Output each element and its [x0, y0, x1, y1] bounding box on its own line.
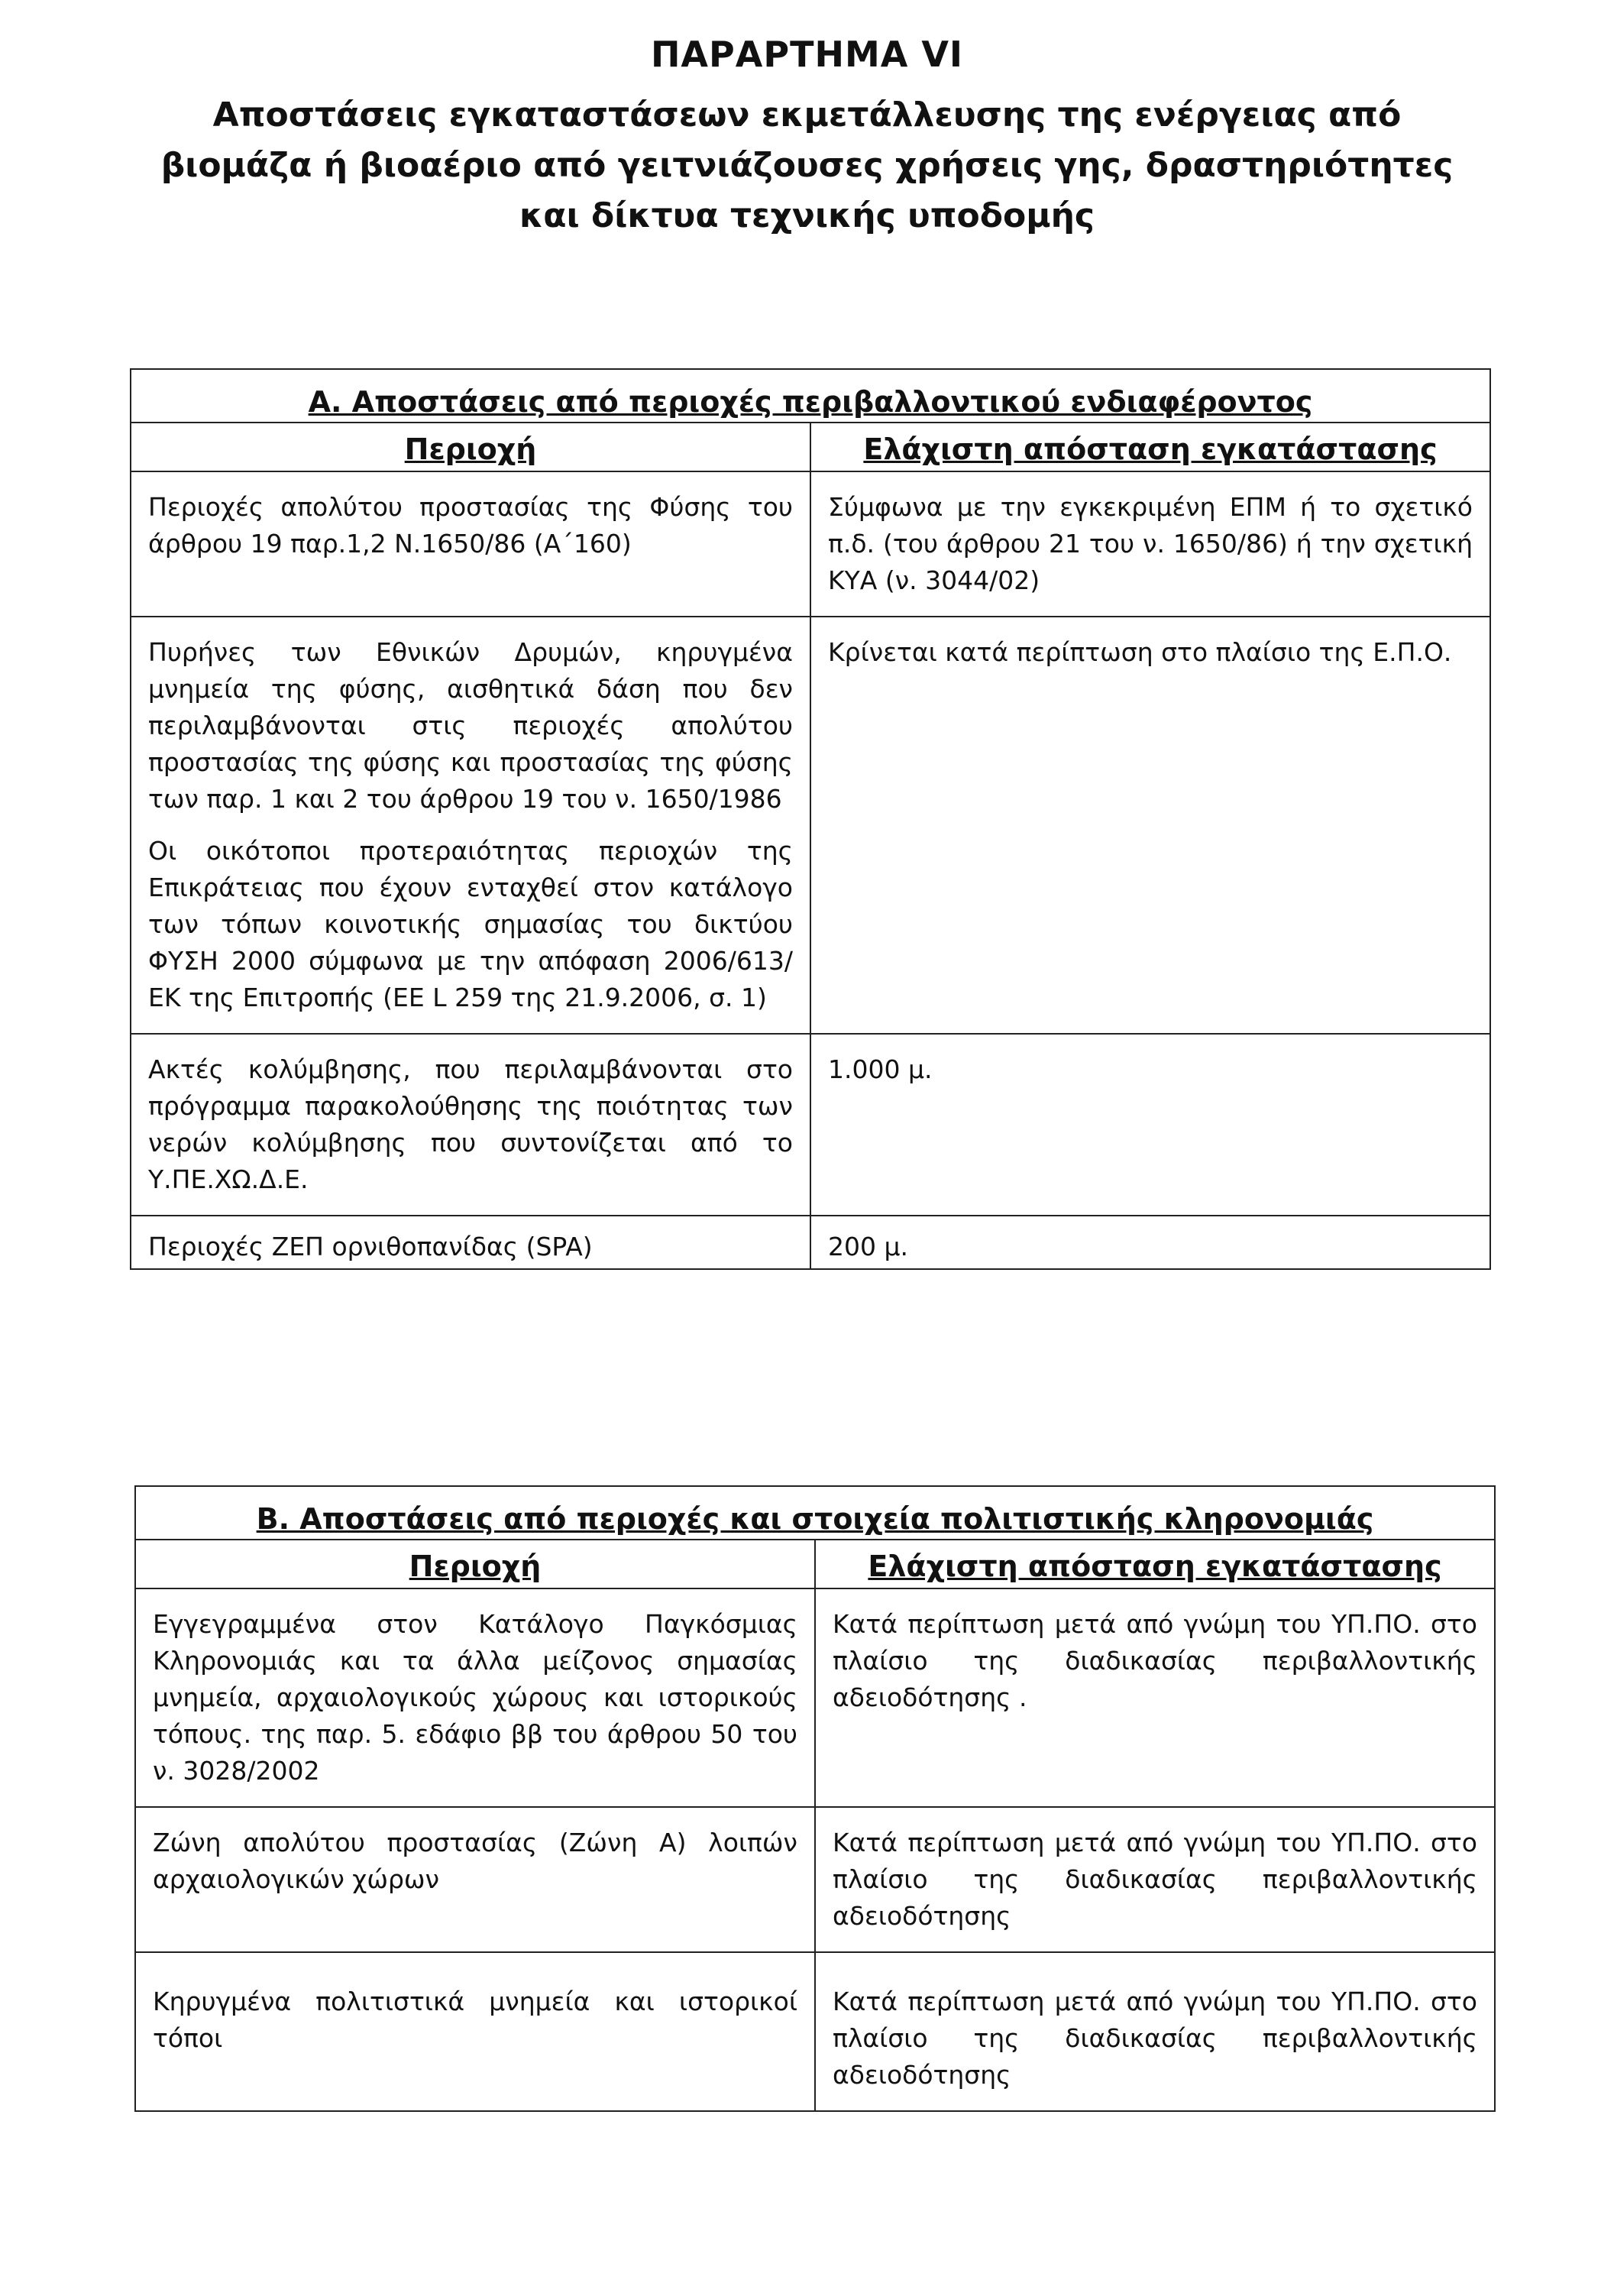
table-row [131, 471, 1490, 617]
area-cell: Εγγεγραμμένα στον Κατάλογο Παγκόσμιας Κληρονομιάς και τα άλλα μείζονος σημασίας μνημεία, αρχαιολογικούς χώρους και ιστορικούς τόπους. της παρ. 5. εδάφιο ββ του άρθρου 50 του ν. 3028/2002 [135, 1588, 815, 1807]
column-header-distance: Ελάχιστη απόσταση εγκατάστασης [810, 423, 1490, 471]
table-row [135, 1952, 1495, 2111]
distance-cell: Κατά περίπτωση μετά από γνώμη του ΥΠ.ΠΟ. στο πλαίσιο της διαδικασίας περιβαλλοντικής αδειοδότησης . [815, 1588, 1495, 1807]
area-text: Οι οικότοποι προτεραιότητας περιοχών της Επικράτειας που έχουν ενταχθεί στον κατάλογο των τόπων κοινοτικής σημασίας του δικτύου ΦΥΣΗ 2000 σύμφωνα με την απόφαση 2006/613/ΕΚ της Επιτροπής (ΕΕ L 259 της 21.9.2006, σ. 1) [148, 836, 793, 1012]
section-a-title: Α. Αποστάσεις από περιοχές περιβαλλοντικού ενδιαφέροντος [131, 369, 1490, 423]
area-cell: Κηρυγμένα πολιτιστικά μνημεία και ιστορικοί τόποι [135, 1952, 815, 2111]
table-row [131, 1216, 1490, 1269]
table-row [131, 617, 1490, 1034]
distance-cell: Κατά περίπτωση μετά από γνώμη του ΥΠ.ΠΟ. στο πλαίσιο της διαδικασίας περιβαλλοντικής αδειοδότησης [815, 1952, 1495, 2111]
table-row [131, 1034, 1490, 1216]
table-row [135, 1588, 1495, 1807]
table-cultural-heritage [134, 1485, 1496, 2112]
area-cell: Περιοχές απολύτου προστασίας της Φύσης του άρθρου 19 παρ.1,2 Ν.1650/86 (Α΄160) [131, 471, 810, 617]
distance-cell: Κατά περίπτωση μετά από γνώμη του ΥΠ.ΠΟ. στο πλαίσιο της διαδικασίας περιβαλλοντικής αδειοδότησης [815, 1807, 1495, 1952]
column-header-distance: Ελάχιστη απόσταση εγκατάστασης [815, 1540, 1495, 1588]
section-b-title: Β. Αποστάσεις από περιοχές και στοιχεία πολιτιστικής κληρονομιάς [135, 1486, 1495, 1540]
area-cell: Ακτές κολύμβησης, που περιλαμβάνονται στο πρόγραμμα παρακολούθησης της ποιότητας των νερών κολύμβησης που συντονίζεται από το Υ.ΠΕ.ΧΩ.Δ.Ε. [131, 1034, 810, 1216]
area-cell [131, 617, 810, 1034]
column-header-area: Περιοχή [135, 1540, 815, 1588]
area-cell: Περιοχές ΖΕΠ ορνιθοπανίδας (SPA) [131, 1216, 810, 1269]
table-row [135, 1807, 1495, 1952]
distance-cell: 200 μ. [810, 1216, 1490, 1269]
distance-cell: Σύμφωνα με την εγκεκριμένη ΕΠΜ ή το σχετικό π.δ. (του άρθρου 21 του ν. 1650/86) ή την σχετική ΚΥΑ (ν. 3044/02) [810, 471, 1490, 617]
annex-heading: ΠΑΡΑΡΤΗΜΑ VI [650, 34, 964, 75]
distance-cell: Κρίνεται κατά περίπτωση στο πλαίσιο της Ε.Π.Ο. [810, 617, 1490, 1034]
area-text: Πυρήνες των Εθνικών Δρυμών, κηρυγμένα μνημεία της φύσης, αισθητικά δάση που δεν περιλαμβάνονται στις περιοχές απολύτου προστασίας της φύσης και προστασίας της φύσης των παρ. 1 και 2 του άρθρου 19 του ν. 1650/1986 [148, 637, 793, 814]
area-cell: Ζώνη απολύτου προστασίας (Ζώνη Α) λοιπών αρχαιολογικών χώρων [135, 1807, 815, 1952]
document-title: Αποστάσεις εγκαταστάσεων εκμετάλλευσης της ενέργειας από βιομάζα ή βιοαέριο από γειτνιάζουσες χρήσεις γης, δραστηριότητες και δίκτυα τεχνικής υποδομής [160, 96, 1454, 235]
distance-cell: 1.000 μ. [810, 1034, 1490, 1216]
table-environmental-areas [130, 368, 1491, 1270]
column-header-area: Περιοχή [131, 423, 810, 471]
